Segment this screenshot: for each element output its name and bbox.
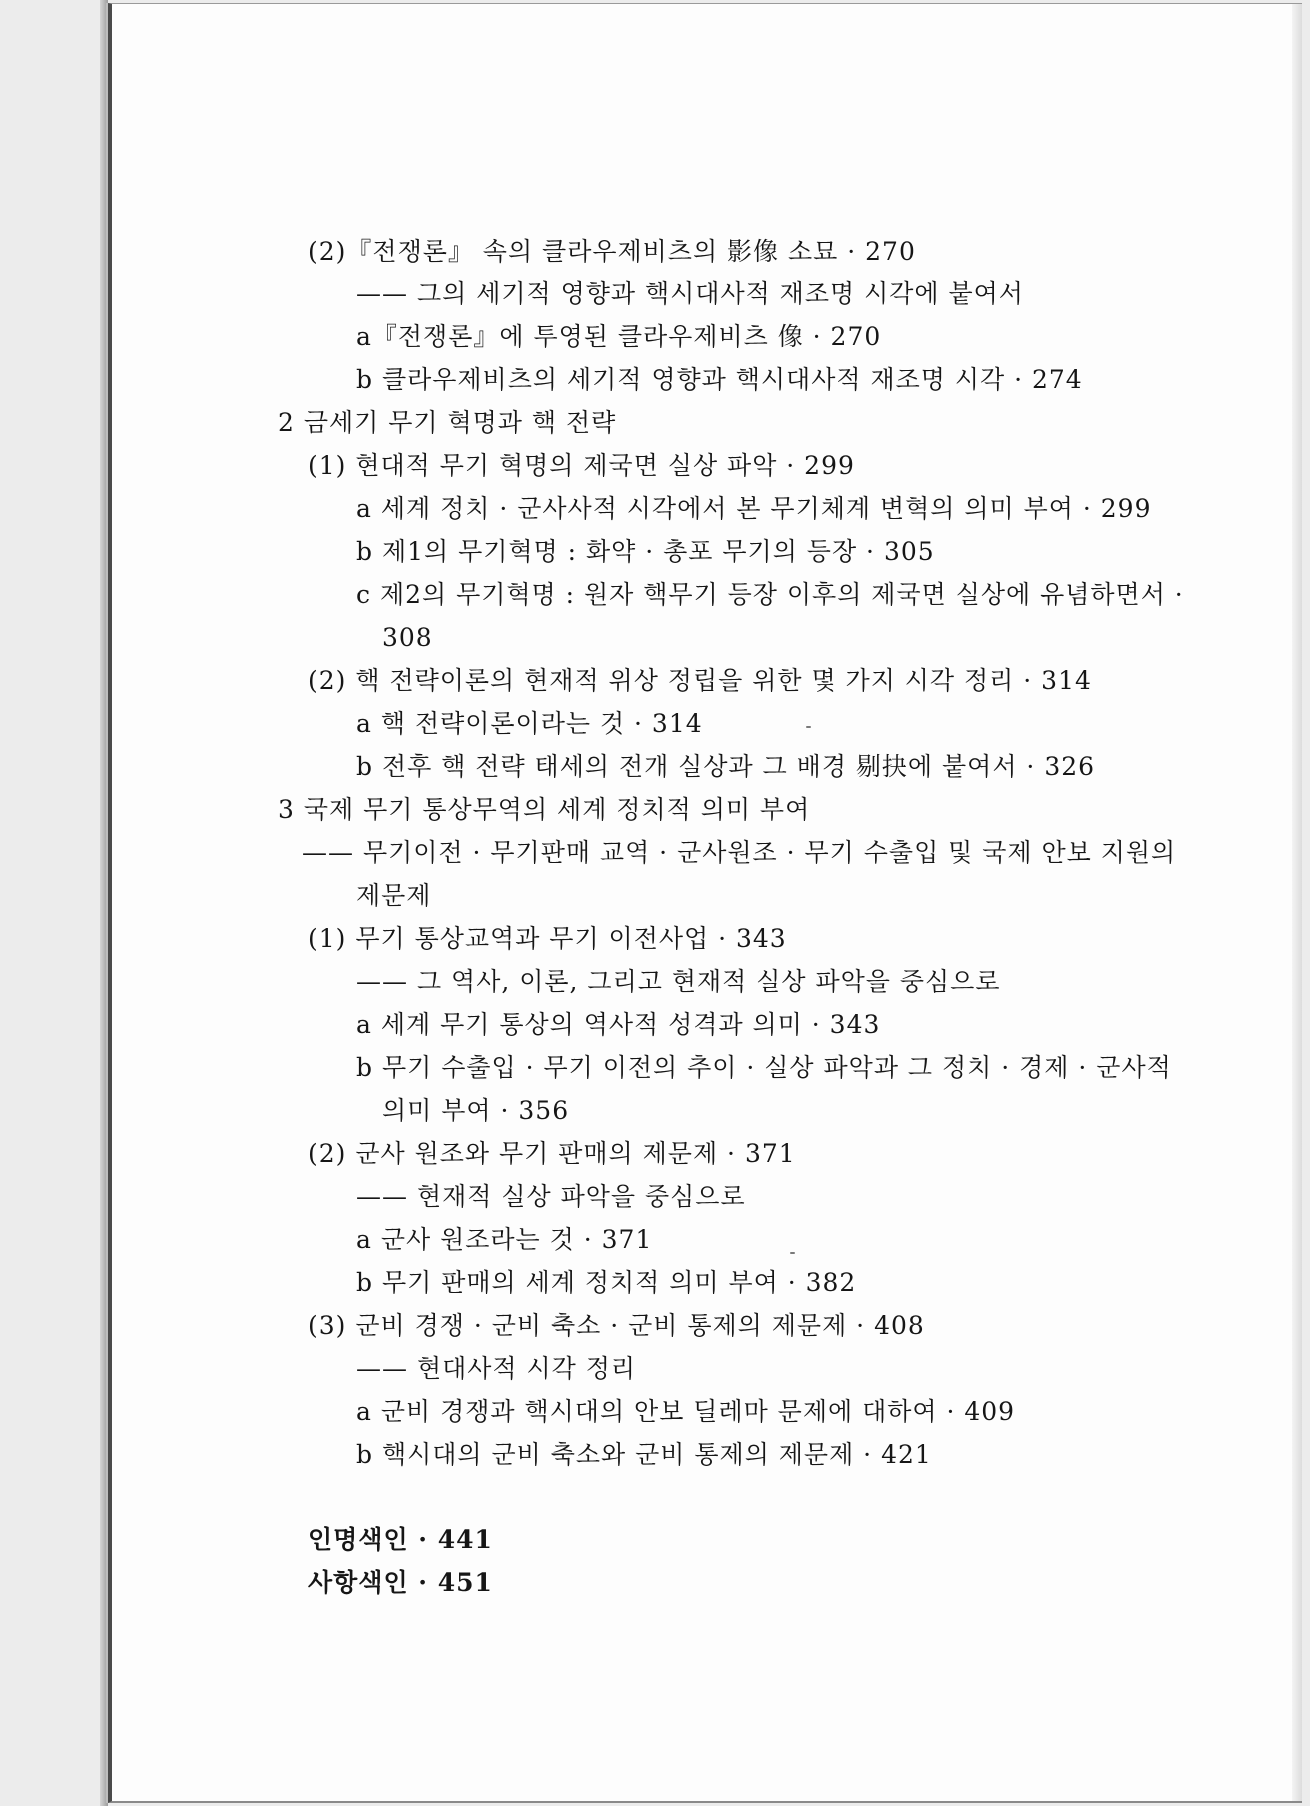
book-page (108, 3, 1302, 1803)
toc-entry-section-2-2[interactable]: (2)『전쟁론』 속의 클라우제비츠의 影像 소묘 · 270 (308, 237, 916, 266)
toc-entry-subsection[interactable]: a 군비 경쟁과 핵시대의 안보 딜레마 문제에 대하여 · 409 (356, 1397, 1016, 1426)
toc-entry-subsection[interactable]: b 무기 수출입 · 무기 이전의 추이 · 실상 파악과 그 정치 · 경제 · 군사적 (356, 1053, 1172, 1082)
toc-entry-continuation: 308 (382, 623, 433, 652)
toc-entry-subsection[interactable]: a 군사 원조라는 것 · 371 (356, 1225, 653, 1254)
toc-entry-section[interactable]: (2) 핵 전략이론의 현재적 위상 정립을 위한 몇 가지 시각 정리 · 314 (308, 666, 1092, 695)
toc-entry-subtitle: —— 현대사적 시각 정리 (356, 1354, 637, 1383)
toc-entry-name-index[interactable]: 인명색인 · 441 (308, 1525, 493, 1554)
toc-entry-subsection[interactable]: a『전쟁론』에 투영된 클라우제비츠 像 · 270 (356, 322, 882, 351)
toc-entry-subsection[interactable]: c 제2의 무기혁명 : 원자 핵무기 등장 이후의 제국면 실상에 유념하면서 · (356, 580, 1184, 609)
toc-entry-subtitle: —— 그 역사, 이론, 그리고 현재적 실상 파악을 중심으로 (356, 967, 1001, 996)
toc-entry-subsection[interactable]: b 제1의 무기혁명 : 화약 · 총포 무기의 등장 · 305 (356, 537, 935, 566)
table-of-contents (112, 4, 1302, 1801)
toc-entry-chapter-3[interactable]: 3 국제 무기 통상무역의 세계 정치적 의미 부여 (278, 795, 811, 824)
toc-entry-continuation: 제문제 (356, 881, 432, 910)
toc-entry-subsection[interactable]: a 핵 전략이론이라는 것 · 314 (356, 709, 703, 738)
toc-entry-section[interactable]: (1) 무기 통상교역과 무기 이전사업 · 343 (308, 924, 787, 953)
toc-entry-subsection[interactable]: b 무기 판매의 세계 정치적 의미 부여 · 382 (356, 1268, 857, 1297)
scan-speck (790, 1252, 795, 1254)
toc-entry-subtitle: —— 무기이전 · 무기판매 교역 · 군사원조 · 무기 수출입 및 국제 안보 지원의 (302, 838, 1177, 867)
scan-speck (806, 726, 811, 728)
book-spine-shadow (100, 0, 108, 1806)
toc-entry-continuation: 의미 부여 · 356 (382, 1096, 570, 1125)
toc-entry-subject-index[interactable]: 사항색인 · 451 (308, 1568, 493, 1597)
toc-entry-subsection[interactable]: b 전후 핵 전략 태세의 전개 실상과 그 배경 剔抉에 붙여서 · 326 (356, 752, 1096, 781)
toc-entry-subsection[interactable]: a 세계 무기 통상의 역사적 성격과 의미 · 343 (356, 1010, 881, 1039)
toc-entry-subsection[interactable]: b 클라우제비츠의 세기적 영향과 핵시대사적 재조명 시각 · 274 (356, 365, 1083, 394)
toc-entry-section[interactable]: (3) 군비 경쟁 · 군비 축소 · 군비 통제의 제문제 · 408 (308, 1311, 925, 1340)
toc-entry-subsection[interactable]: a 세계 정치 · 군사사적 시각에서 본 무기체계 변혁의 의미 부여 · 299 (356, 494, 1152, 523)
toc-entry-section[interactable]: (1) 현대적 무기 혁명의 제국면 실상 파악 · 299 (308, 451, 855, 480)
toc-entry-chapter-2[interactable]: 2 금세기 무기 혁명과 핵 전략 (278, 408, 617, 437)
toc-entry-subtitle: —— 그의 세기적 영향과 핵시대사적 재조명 시각에 붙여서 (356, 279, 1024, 308)
toc-entry-subtitle: —— 현재적 실상 파악을 중심으로 (356, 1182, 746, 1211)
toc-entry-section[interactable]: (2) 군사 원조와 무기 판매의 제문제 · 371 (308, 1139, 796, 1168)
toc-entry-subsection[interactable]: b 핵시대의 군비 축소와 군비 통제의 제문제 · 421 (356, 1440, 932, 1469)
